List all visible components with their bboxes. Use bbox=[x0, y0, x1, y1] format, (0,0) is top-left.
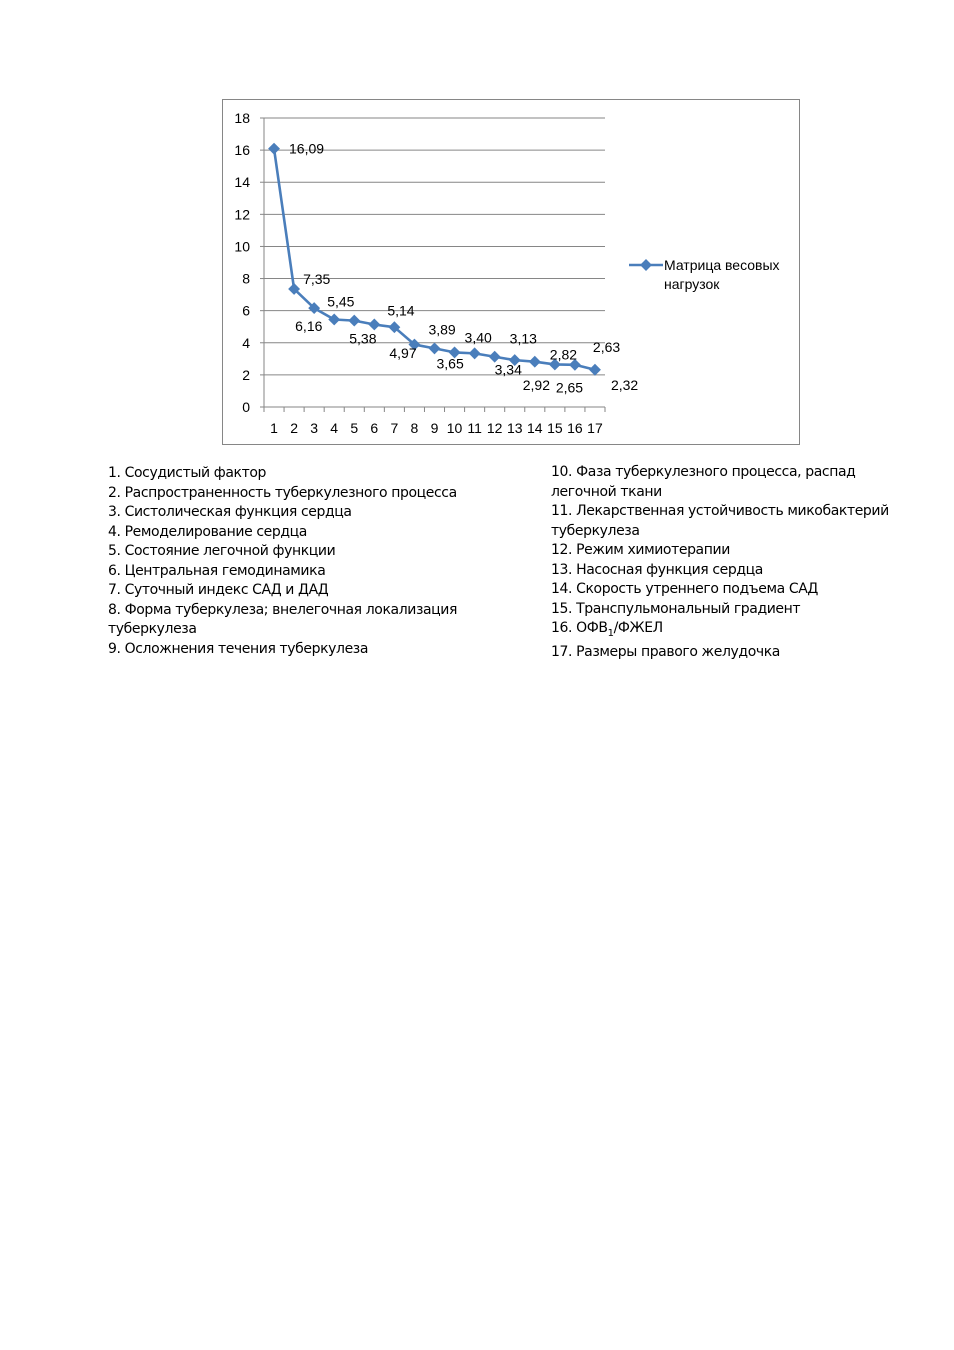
data-label: 3,34 bbox=[494, 361, 522, 378]
y-tick-label: 4 bbox=[242, 334, 250, 351]
y-tick-label: 6 bbox=[242, 302, 250, 319]
y-tick-label: 14 bbox=[234, 174, 250, 191]
factor-item-16-suffix: /ФЖЕЛ bbox=[613, 620, 663, 636]
factor-item: 3. Систолическая функция сердца bbox=[108, 504, 352, 520]
data-label: 5,14 bbox=[387, 302, 415, 319]
factor-item: 1. Сосудистый фактор bbox=[108, 465, 266, 481]
y-tick-label: 10 bbox=[234, 238, 250, 255]
x-tick-label: 2 bbox=[290, 420, 298, 436]
factor-item: 14. Скорость утреннего подъема САД bbox=[551, 581, 818, 597]
data-point bbox=[469, 347, 481, 359]
legend-label: нагрузок bbox=[664, 276, 720, 292]
data-point bbox=[589, 364, 601, 376]
x-tick-label: 3 bbox=[310, 420, 319, 436]
x-tick-label: 6 bbox=[370, 420, 379, 436]
data-point bbox=[429, 342, 441, 354]
x-tick-label: 4 bbox=[330, 420, 339, 436]
x-tick-label: 11 bbox=[467, 420, 482, 436]
factor-item: 9. Осложнения течения туберкулеза bbox=[108, 640, 369, 657]
data-point bbox=[529, 356, 541, 368]
y-tick-label: 18 bbox=[234, 110, 250, 126]
x-tick-label: 1 bbox=[270, 420, 278, 436]
x-tick-label: 13 bbox=[506, 420, 523, 436]
data-point bbox=[328, 314, 340, 326]
x-tick-label: 15 bbox=[547, 420, 563, 436]
data-label: 4,97 bbox=[389, 345, 417, 362]
factor-item: 11. Лекарственная устойчивость микобактерий туберкулеза bbox=[551, 503, 889, 539]
factor-item: 12. Режим химиотерапии bbox=[551, 542, 730, 558]
x-tick-label: 8 bbox=[410, 420, 419, 436]
y-tick-label: 2 bbox=[242, 366, 250, 383]
data-label: 7,35 bbox=[303, 270, 331, 287]
factor-item-16-prefix: 16. ОФВ bbox=[551, 620, 608, 636]
factor-item: 2. Распространенность туберкулезного процесса bbox=[108, 484, 457, 501]
factor-list-left bbox=[108, 464, 488, 659]
factor-item: 7. Суточный индекс САД и ДАД bbox=[108, 582, 329, 598]
chart-frame bbox=[222, 99, 800, 445]
x-tick-label: 10 bbox=[446, 420, 463, 436]
data-label: 3,65 bbox=[436, 355, 464, 372]
y-tick-label: 16 bbox=[234, 142, 250, 159]
data-point bbox=[268, 143, 280, 155]
factor-item: 4. Ремоделирование сердца bbox=[108, 523, 307, 540]
legend-label: Матрица весовых bbox=[664, 257, 780, 273]
y-tick-label: 12 bbox=[234, 206, 250, 223]
data-label: 2,82 bbox=[549, 346, 578, 363]
x-tick-label: 12 bbox=[486, 420, 503, 436]
factor-item: 17. Размеры правого желудочка bbox=[551, 644, 780, 661]
factor-item: 15. Транспульмональный градиент bbox=[551, 600, 801, 617]
x-tick-label: 5 bbox=[350, 420, 359, 436]
factor-item-16 bbox=[551, 619, 921, 643]
line-chart bbox=[223, 100, 801, 446]
data-label: 3,89 bbox=[428, 321, 456, 338]
factor-item: 5. Состояние легочной функции bbox=[108, 543, 336, 559]
data-label: 5,38 bbox=[349, 330, 377, 347]
factor-item: 10. Фаза туберкулезного процесса, распад легочной ткани bbox=[551, 464, 856, 500]
data-label: 2,63 bbox=[592, 338, 621, 355]
data-label: 5,45 bbox=[327, 293, 355, 310]
factor-item: 8. Форма туберкулеза; внелегочная локализация туберкулеза bbox=[108, 601, 458, 637]
data-label: 2,92 bbox=[522, 377, 550, 394]
data-label: 3,40 bbox=[464, 329, 492, 346]
data-label: 16,09 bbox=[289, 140, 325, 157]
x-tick-label: 16 bbox=[567, 420, 583, 436]
data-label: 2,65 bbox=[555, 379, 584, 396]
x-tick-label: 14 bbox=[527, 420, 543, 436]
y-tick-label: 0 bbox=[242, 399, 250, 415]
data-label: 6,16 bbox=[295, 318, 323, 335]
y-tick-label: 8 bbox=[242, 270, 250, 287]
x-tick-label: 9 bbox=[430, 420, 439, 436]
data-label: 2,32 bbox=[610, 376, 639, 393]
data-point bbox=[348, 315, 360, 327]
factor-item-16-sub: 1 bbox=[607, 627, 614, 639]
factor-list-right bbox=[551, 463, 921, 663]
x-tick-label: 7 bbox=[390, 420, 399, 436]
factor-item: 6. Центральная гемодинамика bbox=[108, 562, 326, 579]
legend-marker bbox=[640, 259, 652, 271]
data-label: 3,13 bbox=[509, 330, 537, 347]
factor-item: 13. Насосная функция сердца bbox=[551, 561, 763, 578]
x-tick-label: 17 bbox=[587, 420, 603, 436]
data-point bbox=[368, 319, 380, 331]
